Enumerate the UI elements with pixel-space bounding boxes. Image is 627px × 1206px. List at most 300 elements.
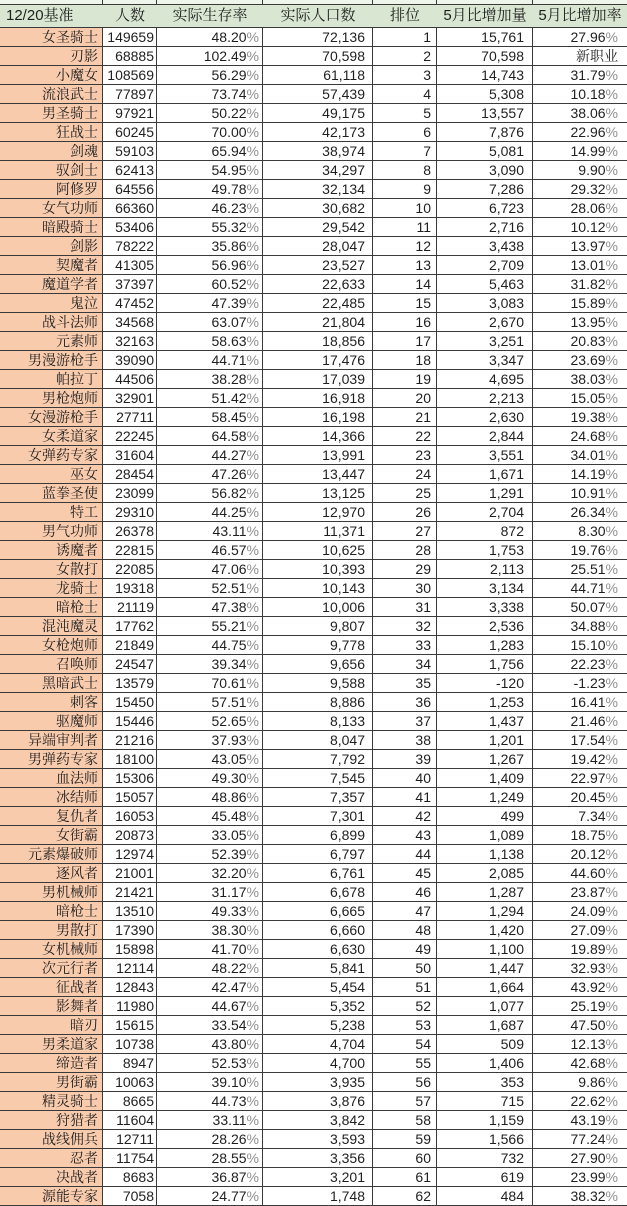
cell-increase_rate[interactable]: 15.89% [533,294,627,313]
cell-increase_amount[interactable]: 715 [437,1092,533,1111]
cell-increase_amount[interactable]: 1,294 [437,902,533,921]
cell-increase_rate[interactable]: 15.10% [533,636,627,655]
cell-rank[interactable]: 43 [373,826,437,845]
cell-survival_rate[interactable]: 43.11% [157,522,263,541]
cell-count[interactable]: 32163 [103,332,157,351]
cell-rank[interactable]: 46 [373,883,437,902]
cell-increase_amount[interactable]: 3,347 [437,351,533,370]
cell-survival_rate[interactable]: 56.82% [157,484,263,503]
cell-increase_rate[interactable]: 34.88% [533,617,627,636]
cell-increase_amount[interactable]: 7,876 [437,123,533,142]
cell-base[interactable]: 女机械师 [0,940,103,959]
cell-base[interactable]: 男圣骑士 [0,104,103,123]
cell-count[interactable]: 21119 [103,598,157,617]
cell-population[interactable]: 10,393 [263,560,373,579]
cell-survival_rate[interactable]: 48.20% [157,28,263,47]
cell-rank[interactable]: 15 [373,294,437,313]
cell-increase_amount[interactable]: 732 [437,1149,533,1168]
cell-rank[interactable]: 24 [373,465,437,484]
cell-base[interactable]: 小魔女 [0,66,103,85]
cell-increase_amount[interactable]: 2,709 [437,256,533,275]
cell-count[interactable]: 26378 [103,522,157,541]
cell-increase_amount[interactable]: 5,308 [437,85,533,104]
cell-increase_amount[interactable]: 1,287 [437,883,533,902]
cell-increase_rate[interactable]: 18.75% [533,826,627,845]
cell-increase_amount[interactable]: 2,716 [437,218,533,237]
cell-increase_amount[interactable]: 509 [437,1035,533,1054]
cell-population[interactable]: 28,047 [263,237,373,256]
cell-rank[interactable]: 51 [373,978,437,997]
cell-count[interactable]: 22245 [103,427,157,446]
cell-survival_rate[interactable]: 52.51% [157,579,263,598]
cell-survival_rate[interactable]: 41.70% [157,940,263,959]
cell-increase_rate[interactable]: 27.09% [533,921,627,940]
cell-rank[interactable]: 14 [373,275,437,294]
cell-population[interactable]: 7,545 [263,769,373,788]
cell-increase_rate[interactable]: 19.42% [533,750,627,769]
cell-survival_rate[interactable]: 35.86% [157,237,263,256]
cell-population[interactable]: 6,665 [263,902,373,921]
cell-survival_rate[interactable]: 64.58% [157,427,263,446]
cell-base[interactable]: 冰结师 [0,788,103,807]
cell-population[interactable]: 5,454 [263,978,373,997]
cell-count[interactable]: 11604 [103,1111,157,1130]
cell-survival_rate[interactable]: 44.75% [157,636,263,655]
cell-count[interactable]: 12974 [103,845,157,864]
cell-increase_rate[interactable]: 38.06% [533,104,627,123]
cell-count[interactable]: 16053 [103,807,157,826]
cell-base[interactable]: 男街霸 [0,1073,103,1092]
cell-increase_rate[interactable]: 23.87% [533,883,627,902]
cell-survival_rate[interactable]: 46.23% [157,199,263,218]
cell-rank[interactable]: 34 [373,655,437,674]
cell-rank[interactable]: 29 [373,560,437,579]
cell-increase_amount[interactable]: 1,253 [437,693,533,712]
cell-survival_rate[interactable]: 73.74% [157,85,263,104]
cell-rank[interactable]: 28 [373,541,437,560]
cell-rank[interactable]: 11 [373,218,437,237]
cell-increase_amount[interactable]: 1,283 [437,636,533,655]
cell-survival_rate[interactable]: 47.06% [157,560,263,579]
cell-population[interactable]: 8,886 [263,693,373,712]
cell-base[interactable]: 狩猎者 [0,1111,103,1130]
cell-population[interactable]: 4,700 [263,1054,373,1073]
cell-rank[interactable]: 19 [373,370,437,389]
cell-population[interactable]: 42,173 [263,123,373,142]
cell-increase_amount[interactable]: 4,695 [437,370,533,389]
cell-count[interactable]: 97921 [103,104,157,123]
cell-increase_rate[interactable]: 17.54% [533,731,627,750]
cell-increase_rate[interactable]: 新职业 [533,47,627,66]
cell-increase_rate[interactable]: 29.32% [533,180,627,199]
cell-base[interactable]: 女圣骑士 [0,28,103,47]
cell-increase_rate[interactable]: 44.71% [533,579,627,598]
cell-population[interactable]: 6,761 [263,864,373,883]
cell-population[interactable]: 13,447 [263,465,373,484]
cell-increase_amount[interactable]: 1,664 [437,978,533,997]
cell-rank[interactable]: 52 [373,997,437,1016]
cell-population[interactable]: 9,807 [263,617,373,636]
cell-base[interactable]: 逐风者 [0,864,103,883]
cell-base[interactable]: 男漫游枪手 [0,351,103,370]
cell-rank[interactable]: 2 [373,47,437,66]
cell-population[interactable]: 5,352 [263,997,373,1016]
cell-population[interactable]: 10,143 [263,579,373,598]
cell-population[interactable]: 17,039 [263,370,373,389]
cell-increase_amount[interactable]: 3,251 [437,332,533,351]
cell-population[interactable]: 13,125 [263,484,373,503]
cell-population[interactable]: 22,485 [263,294,373,313]
cell-increase_amount[interactable]: 1,291 [437,484,533,503]
cell-count[interactable]: 23099 [103,484,157,503]
cell-increase_rate[interactable]: 19.89% [533,940,627,959]
cell-increase_rate[interactable]: 8.30% [533,522,627,541]
cell-increase_amount[interactable]: -120 [437,674,533,693]
cell-survival_rate[interactable]: 39.34% [157,655,263,674]
cell-base[interactable]: 征战者 [0,978,103,997]
cell-increase_amount[interactable]: 2,704 [437,503,533,522]
cell-increase_amount[interactable]: 1,077 [437,997,533,1016]
cell-rank[interactable]: 61 [373,1168,437,1187]
cell-count[interactable]: 20873 [103,826,157,845]
cell-base[interactable]: 男机械师 [0,883,103,902]
cell-increase_amount[interactable]: 2,844 [437,427,533,446]
cell-count[interactable]: 62413 [103,161,157,180]
cell-rank[interactable]: 50 [373,959,437,978]
cell-count[interactable]: 68885 [103,47,157,66]
cell-base[interactable]: 异端审判者 [0,731,103,750]
cell-base[interactable]: 暗枪士 [0,902,103,921]
cell-population[interactable]: 1,748 [263,1187,373,1206]
cell-base[interactable]: 驭剑士 [0,161,103,180]
cell-increase_rate[interactable]: 10.91% [533,484,627,503]
cell-population[interactable]: 38,974 [263,142,373,161]
cell-base[interactable]: 女枪炮师 [0,636,103,655]
cell-count[interactable]: 108569 [103,66,157,85]
cell-population[interactable]: 3,593 [263,1130,373,1149]
cell-increase_amount[interactable]: 2,113 [437,560,533,579]
cell-increase_rate[interactable]: 14.99% [533,142,627,161]
cell-count[interactable]: 66360 [103,199,157,218]
cell-increase_rate[interactable]: 19.38% [533,408,627,427]
cell-count[interactable]: 8947 [103,1054,157,1073]
cell-survival_rate[interactable]: 44.67% [157,997,263,1016]
cell-rank[interactable]: 40 [373,769,437,788]
cell-increase_rate[interactable]: 24.68% [533,427,627,446]
cell-rank[interactable]: 26 [373,503,437,522]
cell-survival_rate[interactable]: 49.30% [157,769,263,788]
cell-rank[interactable]: 6 [373,123,437,142]
cell-survival_rate[interactable]: 70.00% [157,123,263,142]
cell-increase_amount[interactable]: 6,723 [437,199,533,218]
cell-increase_rate[interactable]: 22.97% [533,769,627,788]
cell-base[interactable]: 契魔者 [0,256,103,275]
cell-count[interactable]: 11980 [103,997,157,1016]
cell-population[interactable]: 10,625 [263,541,373,560]
cell-count[interactable]: 47452 [103,294,157,313]
cell-base[interactable]: 男枪炮师 [0,389,103,408]
cell-rank[interactable]: 37 [373,712,437,731]
cell-increase_amount[interactable]: 1,138 [437,845,533,864]
cell-count[interactable]: 12114 [103,959,157,978]
cell-increase_rate[interactable]: 22.23% [533,655,627,674]
cell-survival_rate[interactable]: 54.95% [157,161,263,180]
cell-rank[interactable]: 16 [373,313,437,332]
cell-population[interactable]: 3,201 [263,1168,373,1187]
cell-survival_rate[interactable]: 39.10% [157,1073,263,1092]
cell-increase_amount[interactable]: 5,463 [437,275,533,294]
cell-survival_rate[interactable]: 57.51% [157,693,263,712]
header-rank[interactable]: 排位 [373,5,437,28]
cell-population[interactable]: 32,134 [263,180,373,199]
cell-population[interactable]: 18,856 [263,332,373,351]
cell-increase_rate[interactable]: -1.23% [533,674,627,693]
cell-increase_rate[interactable]: 20.45% [533,788,627,807]
header-population[interactable]: 实际人口数 [263,5,373,28]
cell-population[interactable]: 72,136 [263,28,373,47]
cell-rank[interactable]: 8 [373,161,437,180]
cell-survival_rate[interactable]: 28.26% [157,1130,263,1149]
cell-increase_amount[interactable]: 3,551 [437,446,533,465]
cell-increase_amount[interactable]: 1,753 [437,541,533,560]
cell-increase_rate[interactable]: 43.92% [533,978,627,997]
cell-increase_rate[interactable]: 9.90% [533,161,627,180]
cell-increase_amount[interactable]: 3,338 [437,598,533,617]
cell-rank[interactable]: 49 [373,940,437,959]
cell-increase_rate[interactable]: 20.83% [533,332,627,351]
cell-rank[interactable]: 3 [373,66,437,85]
cell-increase_amount[interactable]: 872 [437,522,533,541]
cell-increase_rate[interactable]: 9.86% [533,1073,627,1092]
cell-rank[interactable]: 57 [373,1092,437,1111]
cell-increase_amount[interactable]: 1,406 [437,1054,533,1073]
cell-population[interactable]: 6,660 [263,921,373,940]
cell-population[interactable]: 30,682 [263,199,373,218]
cell-base[interactable]: 剑魂 [0,142,103,161]
cell-increase_rate[interactable]: 16.41% [533,693,627,712]
cell-count[interactable]: 41305 [103,256,157,275]
cell-increase_rate[interactable]: 13.01% [533,256,627,275]
cell-increase_amount[interactable]: 1,201 [437,731,533,750]
cell-base[interactable]: 女气功师 [0,199,103,218]
cell-base[interactable]: 元素师 [0,332,103,351]
cell-count[interactable]: 12843 [103,978,157,997]
cell-count[interactable]: 19318 [103,579,157,598]
cell-survival_rate[interactable]: 55.32% [157,218,263,237]
cell-count[interactable]: 8665 [103,1092,157,1111]
cell-survival_rate[interactable]: 48.86% [157,788,263,807]
cell-rank[interactable]: 41 [373,788,437,807]
cell-base[interactable]: 元素爆破师 [0,845,103,864]
cell-survival_rate[interactable]: 52.65% [157,712,263,731]
cell-increase_rate[interactable]: 10.18% [533,85,627,104]
cell-survival_rate[interactable]: 70.61% [157,674,263,693]
cell-count[interactable]: 7058 [103,1187,157,1206]
cell-population[interactable]: 14,366 [263,427,373,446]
cell-base[interactable]: 决战者 [0,1168,103,1187]
cell-population[interactable]: 3,876 [263,1092,373,1111]
cell-rank[interactable]: 39 [373,750,437,769]
cell-count[interactable]: 37397 [103,275,157,294]
cell-survival_rate[interactable]: 58.45% [157,408,263,427]
cell-increase_amount[interactable]: 1,566 [437,1130,533,1149]
cell-survival_rate[interactable]: 47.26% [157,465,263,484]
cell-count[interactable]: 15306 [103,769,157,788]
cell-base[interactable]: 诱魔者 [0,541,103,560]
cell-increase_amount[interactable]: 2,085 [437,864,533,883]
cell-base[interactable]: 精灵骑士 [0,1092,103,1111]
cell-survival_rate[interactable]: 33.11% [157,1111,263,1130]
cell-population[interactable]: 6,630 [263,940,373,959]
cell-survival_rate[interactable]: 42.47% [157,978,263,997]
cell-population[interactable]: 4,704 [263,1035,373,1054]
cell-rank[interactable]: 32 [373,617,437,636]
cell-population[interactable]: 10,006 [263,598,373,617]
cell-survival_rate[interactable]: 55.21% [157,617,263,636]
cell-population[interactable]: 29,542 [263,218,373,237]
cell-count[interactable]: 32901 [103,389,157,408]
cell-survival_rate[interactable]: 45.48% [157,807,263,826]
cell-survival_rate[interactable]: 28.55% [157,1149,263,1168]
cell-survival_rate[interactable]: 24.77% [157,1187,263,1206]
cell-count[interactable]: 8683 [103,1168,157,1187]
cell-base[interactable]: 男气功师 [0,522,103,541]
header-increase_amount[interactable]: 5月比增加量 [437,5,533,28]
cell-increase_rate[interactable]: 34.01% [533,446,627,465]
cell-population[interactable]: 8,047 [263,731,373,750]
cell-population[interactable]: 49,175 [263,104,373,123]
cell-rank[interactable]: 60 [373,1149,437,1168]
cell-count[interactable]: 17390 [103,921,157,940]
header-increase_rate[interactable]: 5月比增加率 [533,5,627,28]
cell-increase_amount[interactable]: 1,159 [437,1111,533,1130]
cell-increase_rate[interactable]: 23.69% [533,351,627,370]
cell-increase_rate[interactable]: 22.62% [533,1092,627,1111]
cell-population[interactable]: 7,301 [263,807,373,826]
cell-increase_amount[interactable]: 484 [437,1187,533,1206]
cell-rank[interactable]: 1 [373,28,437,47]
cell-survival_rate[interactable]: 52.39% [157,845,263,864]
cell-count[interactable]: 78222 [103,237,157,256]
cell-increase_rate[interactable]: 24.09% [533,902,627,921]
cell-survival_rate[interactable]: 49.78% [157,180,263,199]
cell-survival_rate[interactable]: 31.17% [157,883,263,902]
cell-count[interactable]: 64556 [103,180,157,199]
cell-population[interactable]: 6,899 [263,826,373,845]
cell-base[interactable]: 流浪武士 [0,85,103,104]
cell-count[interactable]: 11754 [103,1149,157,1168]
cell-base[interactable]: 魔道学者 [0,275,103,294]
cell-survival_rate[interactable]: 36.87% [157,1168,263,1187]
cell-survival_rate[interactable]: 46.57% [157,541,263,560]
cell-population[interactable]: 6,797 [263,845,373,864]
cell-increase_rate[interactable]: 13.95% [533,313,627,332]
cell-base[interactable]: 帕拉丁 [0,370,103,389]
cell-rank[interactable]: 35 [373,674,437,693]
cell-survival_rate[interactable]: 44.71% [157,351,263,370]
cell-increase_rate[interactable]: 50.07% [533,598,627,617]
cell-increase_rate[interactable]: 38.32% [533,1187,627,1206]
cell-base[interactable]: 暗枪士 [0,598,103,617]
cell-count[interactable]: 29310 [103,503,157,522]
cell-count[interactable]: 21849 [103,636,157,655]
cell-increase_rate[interactable]: 27.90% [533,1149,627,1168]
cell-survival_rate[interactable]: 38.30% [157,921,263,940]
cell-rank[interactable]: 4 [373,85,437,104]
cell-rank[interactable]: 56 [373,1073,437,1092]
cell-survival_rate[interactable]: 63.07% [157,313,263,332]
cell-rank[interactable]: 44 [373,845,437,864]
cell-base[interactable]: 蓝拳圣使 [0,484,103,503]
cell-survival_rate[interactable]: 65.94% [157,142,263,161]
cell-rank[interactable]: 17 [373,332,437,351]
cell-base[interactable]: 剑影 [0,237,103,256]
cell-base[interactable]: 影舞者 [0,997,103,1016]
cell-base[interactable]: 刃影 [0,47,103,66]
cell-survival_rate[interactable]: 44.27% [157,446,263,465]
cell-rank[interactable]: 38 [373,731,437,750]
cell-survival_rate[interactable]: 56.96% [157,256,263,275]
cell-base[interactable]: 特工 [0,503,103,522]
cell-increase_amount[interactable]: 14,743 [437,66,533,85]
cell-survival_rate[interactable]: 37.93% [157,731,263,750]
cell-base[interactable]: 女弹药专家 [0,446,103,465]
cell-survival_rate[interactable]: 47.38% [157,598,263,617]
cell-rank[interactable]: 42 [373,807,437,826]
cell-base[interactable]: 驱魔师 [0,712,103,731]
cell-increase_rate[interactable]: 23.99% [533,1168,627,1187]
cell-population[interactable]: 6,678 [263,883,373,902]
cell-count[interactable]: 24547 [103,655,157,674]
cell-base[interactable]: 巫女 [0,465,103,484]
cell-increase_rate[interactable]: 25.19% [533,997,627,1016]
cell-base[interactable]: 黑暗武士 [0,674,103,693]
cell-base[interactable]: 战斗法师 [0,313,103,332]
cell-increase_amount[interactable]: 7,286 [437,180,533,199]
cell-population[interactable]: 5,841 [263,959,373,978]
cell-increase_amount[interactable]: 3,134 [437,579,533,598]
cell-survival_rate[interactable]: 47.39% [157,294,263,313]
cell-base[interactable]: 战线佣兵 [0,1130,103,1149]
cell-count[interactable]: 22085 [103,560,157,579]
cell-survival_rate[interactable]: 50.22% [157,104,263,123]
cell-count[interactable]: 13579 [103,674,157,693]
cell-increase_amount[interactable]: 2,213 [437,389,533,408]
cell-increase_amount[interactable]: 1,089 [437,826,533,845]
cell-survival_rate[interactable]: 56.29% [157,66,263,85]
cell-count[interactable]: 10063 [103,1073,157,1092]
cell-increase_rate[interactable]: 25.51% [533,560,627,579]
cell-base[interactable]: 忍者 [0,1149,103,1168]
cell-increase_rate[interactable]: 14.19% [533,465,627,484]
cell-rank[interactable]: 10 [373,199,437,218]
cell-increase_rate[interactable]: 32.93% [533,959,627,978]
header-base[interactable]: 12/20基准 [0,5,103,28]
cell-survival_rate[interactable]: 49.33% [157,902,263,921]
cell-increase_amount[interactable]: 1,756 [437,655,533,674]
cell-survival_rate[interactable]: 60.52% [157,275,263,294]
cell-population[interactable]: 23,527 [263,256,373,275]
cell-count[interactable]: 44506 [103,370,157,389]
cell-increase_amount[interactable]: 13,557 [437,104,533,123]
cell-base[interactable]: 龙骑士 [0,579,103,598]
cell-increase_rate[interactable]: 26.34% [533,503,627,522]
cell-survival_rate[interactable]: 48.22% [157,959,263,978]
cell-population[interactable]: 13,991 [263,446,373,465]
cell-rank[interactable]: 53 [373,1016,437,1035]
cell-survival_rate[interactable]: 51.42% [157,389,263,408]
cell-rank[interactable]: 12 [373,237,437,256]
